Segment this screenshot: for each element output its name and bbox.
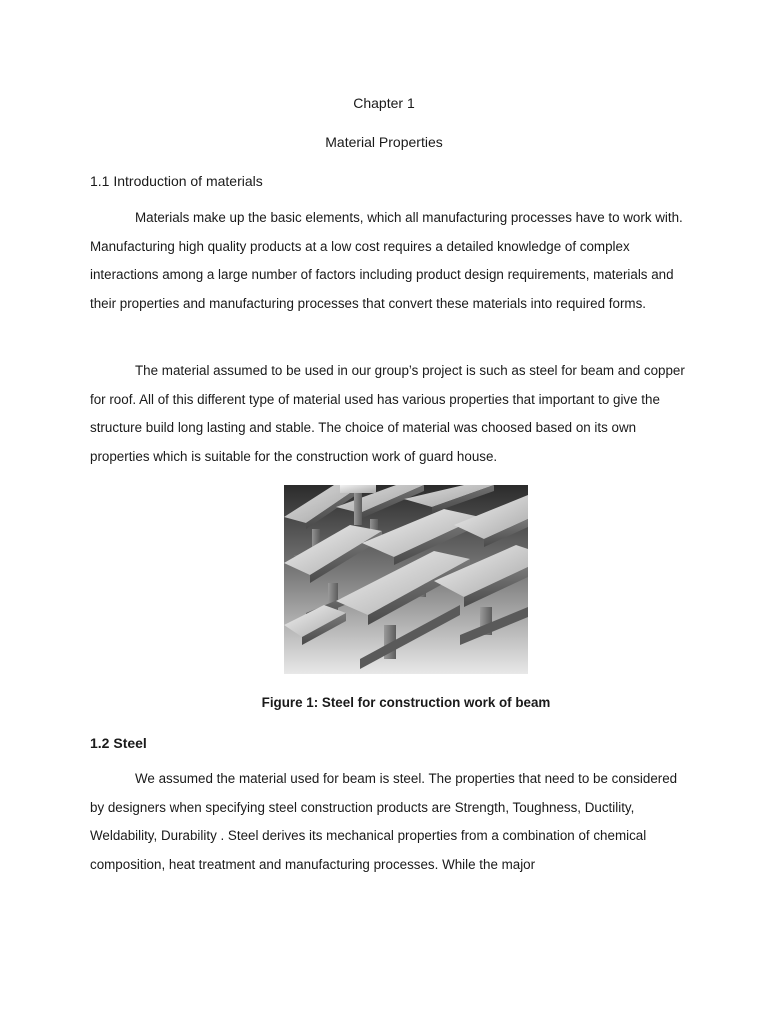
chapter-title: Material Properties [325, 134, 443, 150]
section-heading-introduction: 1.1 Introduction of materials [90, 173, 263, 189]
paragraph-steel-1: We assumed the material used for beam is steel. The properties that need to be considered by designers when specifying steel construction products are Strength, Toughness, Ductility, Weldability, Durability . Steel derives its mechanical properties from a combination of chemical composition, heat treatment and manufacturing processes. While the major [90, 771, 678, 872]
steel-beams-illustration [284, 485, 528, 674]
figure-caption: Figure 1: Steel for construction work of beam [261, 695, 551, 710]
paragraph-introduction-1: Materials make up the basic elements, which all manufacturing processes have to work with. Manufacturing high quality products at a low cost requires a detailed knowledge of complex interactions among a large number of factors including product design requirements, materials and their properties and manufacturing processes that convert these materials into required forms. [90, 210, 683, 311]
section-heading-steel: 1.2 Steel [90, 735, 147, 751]
paragraph-introduction-2: The material assumed to be used in our group’s project is such as steel for beam and copper for roof. All of this different type of material used has various properties that important to give the structure build long lasting and stable. The choice of material was choosed based on its own properties which is suitable for the construction work of guard house. [90, 363, 685, 464]
steel-beams-image [284, 485, 528, 674]
chapter-label: Chapter 1 [353, 95, 415, 111]
